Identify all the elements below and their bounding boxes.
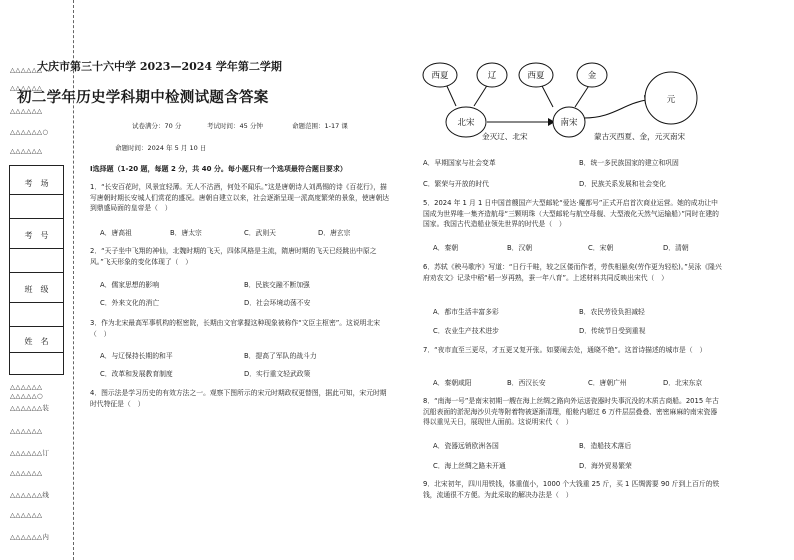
option-7c[interactable]: C．唐朝广州 xyxy=(588,379,627,387)
node-label: 辽 xyxy=(487,71,497,81)
node-label: 元 xyxy=(666,95,676,105)
margin-triangles: △△△△△△ xyxy=(10,147,43,155)
exam-date: 命题时间：2024 年 5 月 10 日 xyxy=(115,144,207,152)
margin-triangles-zhuang: △△△△△△装 xyxy=(10,404,50,412)
option-2c[interactable]: C．外来文化的消亡 xyxy=(100,299,160,307)
margin-triangles: △△△△△△ xyxy=(10,66,43,74)
option-3c[interactable]: C．改革和发展教育制度 xyxy=(100,370,173,378)
margin-triangles: △△△△△△ xyxy=(10,427,43,435)
page-title: 初二学年历史学科期中检测试题含答案 xyxy=(17,89,269,106)
question-8: 8．“南海一号”是南宋初期一艘在海上丝绸之路向外运送瓷器时失事沉没的木质古商船。2015 年古沉船表面的淤泥海沙贝壳等附着物被逐渐清理，船舱内超过 6 万件层层叠叠、密密麻麻的南宋瓷器得以重见天日，展现世人面前。这说明宋代（ ） xyxy=(423,397,719,426)
exam-scope: 命题范围：1-17 课 xyxy=(292,122,348,130)
question-5: 5．2024 年 1 月 1 日中国首艘国产大型邮轮“爱达·魔都号”正式开启首次商业运营。她的成功让中国成为世界唯一集齐造航母“三颗明珠（大型邮轮与航空母舰、大型液化天然气运输船）”同时在建的国家。我国古代造船业领先世界的时代是（ ） xyxy=(423,199,719,228)
binding-dashed-line xyxy=(73,0,74,560)
margin-triangles: △△△△△△ xyxy=(10,383,43,391)
divider xyxy=(10,248,63,249)
node-label: 南宋 xyxy=(560,118,578,128)
option-4d[interactable]: D．民族关系发展和社会变化 xyxy=(579,180,666,188)
option-4b[interactable]: B．统一多民族国家的建立和巩固 xyxy=(579,159,679,167)
option-4a[interactable]: A．早期国家与社会变革 xyxy=(423,159,496,167)
option-7b[interactable]: B．西汉长安 xyxy=(507,379,546,387)
question-2: 2．“天子坐中飞翔的神仙，北魏时期的飞天，四体风格是主流，隋唐时期的飞天已经跳出中原之风。”飞天形象的变化体现了（ ） xyxy=(90,247,377,266)
question-1: 1．“长安百花时，风景宜轻薄。无人不沽酒，何处不闻乐。”这是唐朝诗人刘禹锡的诗《百花行》，描写唐朝时期长安城人们赏花的盛况。唐朝自建立以来，社会逐渐呈现一派高度繁荣的景象，使唐朝达到鼎盛局面的皇帝是（ ） xyxy=(90,183,390,212)
margin-triangles-xian: △△△△△△线 xyxy=(10,491,50,499)
question-6: 6．苏轼《秧马歌序》写道：“日行千畦，较之区偻而作者，劳佚相悬矣(劳作更为轻松)。”吴泳《隆兴府劝农文》记录中稻“稻一岁再熟，蚕一年八育”。上述材料共同反映出宋代（ ） xyxy=(423,263,722,282)
question-7: 7．“夜市直至三更尽，才五更又复开张。如要闹去处，通晓不绝”。这首诗描述的城市是（ ） xyxy=(423,346,707,354)
node-label: 北宋 xyxy=(457,118,475,128)
margin-triangles: △△△△△○ xyxy=(10,392,44,400)
option-4c[interactable]: C．繁荣与开放的时代 xyxy=(423,180,489,188)
connector-line xyxy=(474,84,488,106)
option-3d[interactable]: D．实行重文轻武政策 xyxy=(244,370,311,378)
connector-line xyxy=(575,84,590,107)
divider xyxy=(10,302,63,303)
option-1b[interactable]: B．唐太宗 xyxy=(170,229,202,237)
option-8a[interactable]: A．瓷器远销欧洲各国 xyxy=(433,442,499,450)
divider xyxy=(10,218,63,219)
class-label: 班 级 xyxy=(24,285,49,294)
section-heading: Ⅰ选择题（1-20 题，每题 2 分，共 40 分。每小题只有一个选项最符合题目要求） xyxy=(90,165,347,173)
option-2d[interactable]: D．社会环境动荡不安 xyxy=(244,299,311,307)
margin-triangles: △△△△△△ xyxy=(10,511,43,519)
arrow-line xyxy=(584,100,646,118)
option-1d[interactable]: D．唐玄宗 xyxy=(318,229,351,237)
option-2a[interactable]: A．儒家思想的影响 xyxy=(100,281,160,289)
option-6c[interactable]: C．农业生产技术进步 xyxy=(433,327,499,335)
exam-room-label: 考 场 xyxy=(24,179,49,188)
margin-triangles-nei: △△△△△△内 xyxy=(10,533,50,541)
question-4: 4．图示法是学习历史的有效方法之一。观察下图所示的宋元时期政权更替图，据此可知，宋元时期时代特征是（ ） xyxy=(90,389,387,408)
student-info-box xyxy=(9,165,64,375)
option-8d[interactable]: D．海外贸易繁荣 xyxy=(579,462,632,470)
node-label: 西夏 xyxy=(527,71,545,81)
exam-duration: 考试时间：45 分钟 xyxy=(207,122,263,130)
full-score: 试卷满分：70 分 xyxy=(132,122,182,130)
option-2b[interactable]: B．民族交融不断加强 xyxy=(244,281,310,289)
margin-triangles: △△△△△△ xyxy=(10,107,43,115)
node-label: 金 xyxy=(587,71,597,81)
divider xyxy=(10,352,63,353)
margin-triangles-ding: △△△△△△订 xyxy=(10,449,50,457)
divider xyxy=(10,326,63,327)
song-yuan-regime-diagram xyxy=(418,56,716,146)
name-label: 姓 名 xyxy=(24,337,49,346)
school-header: 大庆市第三十六中学 2023—2024 学年第二学期 xyxy=(37,60,282,73)
connector-line xyxy=(446,84,456,106)
margin-triangles: △△△△△△ xyxy=(10,84,43,92)
caption-jin-conquest: 金灭辽、北宋 xyxy=(482,132,528,141)
option-1a[interactable]: A．唐高祖 xyxy=(100,229,132,237)
connector-line xyxy=(541,84,553,107)
option-3b[interactable]: B．提高了军队的战斗力 xyxy=(244,352,317,360)
option-7a[interactable]: A．秦朝咸阳 xyxy=(433,379,472,387)
question-3: 3．作为北宋最高军事机构的枢密院，长期由文官掌握这种现象被称作“文臣主枢密”。这说明北宋（ ） xyxy=(90,319,381,338)
exam-number-label: 考 号 xyxy=(24,231,49,240)
option-5b[interactable]: B．汉朝 xyxy=(507,244,533,252)
option-6a[interactable]: A．都市生活丰富多彩 xyxy=(433,308,499,316)
divider xyxy=(10,272,63,273)
divider xyxy=(10,194,63,195)
option-5c[interactable]: C．宋朝 xyxy=(588,244,614,252)
margin-triangles: △△△△△△○ xyxy=(10,128,49,136)
option-8b[interactable]: B．造船技术落后 xyxy=(579,442,632,450)
option-5a[interactable]: A．秦朝 xyxy=(433,244,459,252)
option-6b[interactable]: B．农民劳役负担减轻 xyxy=(579,308,645,316)
node-label: 西夏 xyxy=(431,71,449,81)
caption-mongol-conquest: 蒙古灭西夏、金，元灭南宋 xyxy=(594,132,686,141)
option-7d[interactable]: D．北宋东京 xyxy=(663,379,703,387)
binding-margin xyxy=(0,0,92,560)
option-3a[interactable]: A．与辽保持长期的和平 xyxy=(100,352,173,360)
option-8c[interactable]: C．海上丝绸之路未开通 xyxy=(433,462,506,470)
margin-triangles: △△△△△△ xyxy=(10,469,43,477)
option-6d[interactable]: D．传统节日受到重视 xyxy=(579,327,646,335)
option-1c[interactable]: C．武则天 xyxy=(244,229,276,237)
option-5d[interactable]: D．清朝 xyxy=(663,244,689,252)
question-9: 9．北宋初年，四川用铁钱，体重值小，1000 个大钱重 25 斤，买 1 匹绸需要 90 斤到上百斤的铁钱，流通很不方便。为此采取的解决办法是（ ） xyxy=(423,480,720,499)
